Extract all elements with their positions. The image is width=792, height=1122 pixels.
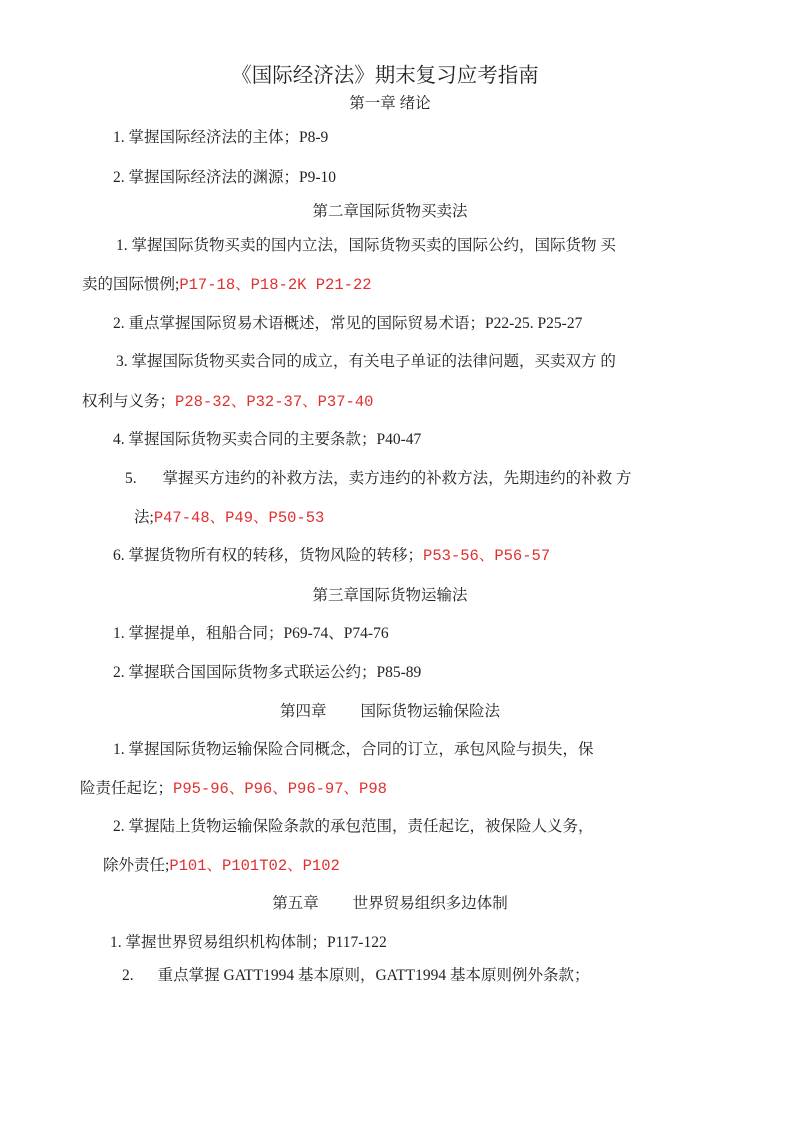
item-text: 6. 掌握货物所有权的转移，货物风险的转移； bbox=[113, 547, 424, 564]
item-text: 卖的国际惯例; bbox=[82, 276, 180, 293]
item-number: 2. bbox=[122, 967, 134, 984]
list-item bbox=[122, 966, 589, 986]
chapter-number: 第五章 bbox=[272, 895, 319, 912]
list-item: 1. 掌握提单，租船合同；P69-74、P74-76 bbox=[113, 625, 389, 642]
item-number: 5. bbox=[125, 470, 137, 487]
list-item-continuation bbox=[103, 856, 340, 876]
item-text: 权利与义务； bbox=[82, 393, 176, 410]
list-item: 2. 掌握国际经济法的渊源；P9-10 bbox=[113, 169, 337, 186]
list-item: 1. 掌握世界贸易组织机构体制；P117-122 bbox=[110, 934, 387, 951]
chapter-heading: 第二章国际货物买卖法 bbox=[312, 203, 468, 220]
list-item-continuation bbox=[82, 275, 372, 295]
list-item: 3. 掌握国际货物买卖合同的成立，有关电子单证的法律问题，买卖双方 的 bbox=[116, 353, 616, 370]
document-title: 《国际经济法》期末复习应考指南 bbox=[231, 65, 539, 87]
chapter-heading bbox=[0, 702, 780, 722]
page-reference: P17-18、P18-2K P21-22 bbox=[179, 276, 372, 294]
list-item-continuation bbox=[134, 508, 324, 528]
list-item: 1. 掌握国际货物运输保险合同概念，合同的订立，承包风险与损失，保 bbox=[113, 741, 594, 758]
page-reference: P47-48、P49、P50-53 bbox=[153, 509, 325, 527]
page-reference: P95-96、P96、P96-97、P98 bbox=[173, 780, 387, 798]
list-item: 2. 重点掌握国际贸易术语概述，常见的国际贸易术语；P22-25. P25-27 bbox=[113, 315, 583, 332]
item-text: 掌握买方违约的补救方法，卖方违约的补救方法，先期违约的补救 方 bbox=[162, 470, 632, 487]
page-reference: P28-32、P32-37、P37-40 bbox=[175, 393, 374, 411]
item-text: 重点掌握 GATT1994 基本原则，GATT1994 基本原则例外条款； bbox=[157, 967, 590, 984]
list-item-continuation bbox=[80, 779, 387, 799]
chapter-title: 世界贸易组织多边体制 bbox=[352, 895, 508, 912]
item-text: 法; bbox=[134, 509, 154, 526]
list-item: 1. 掌握国际货物买卖的国内立法，国际货物买卖的国际公约，国际货物 买 bbox=[116, 237, 616, 254]
list-item bbox=[113, 546, 550, 566]
list-item: 4. 掌握国际货物买卖合同的主要条款；P40-47 bbox=[113, 431, 422, 448]
chapter-heading: 第三章国际货物运输法 bbox=[312, 587, 468, 604]
item-text: 险责任起讫； bbox=[80, 780, 174, 797]
list-item-continuation bbox=[82, 392, 373, 412]
chapter-heading: 第一章 绪论 bbox=[349, 95, 431, 112]
list-item: 2. 掌握陆上货物运输保险条款的承包范围，责任起讫，被保险人义务， bbox=[113, 818, 594, 835]
list-item: 2. 掌握联合国国际货物多式联运公约；P85-89 bbox=[113, 664, 422, 681]
page-reference: P53-56、P56-57 bbox=[423, 547, 551, 565]
chapter-heading bbox=[0, 894, 780, 914]
item-text: 除外责任; bbox=[103, 857, 170, 874]
chapter-number: 第四章 bbox=[279, 703, 327, 720]
chapter-title: 国际货物运输保险法 bbox=[360, 703, 501, 720]
list-item bbox=[125, 469, 632, 489]
list-item: 1. 掌握国际经济法的主体；P8-9 bbox=[113, 129, 329, 146]
page-reference: P101、P101T02、P102 bbox=[169, 857, 340, 875]
